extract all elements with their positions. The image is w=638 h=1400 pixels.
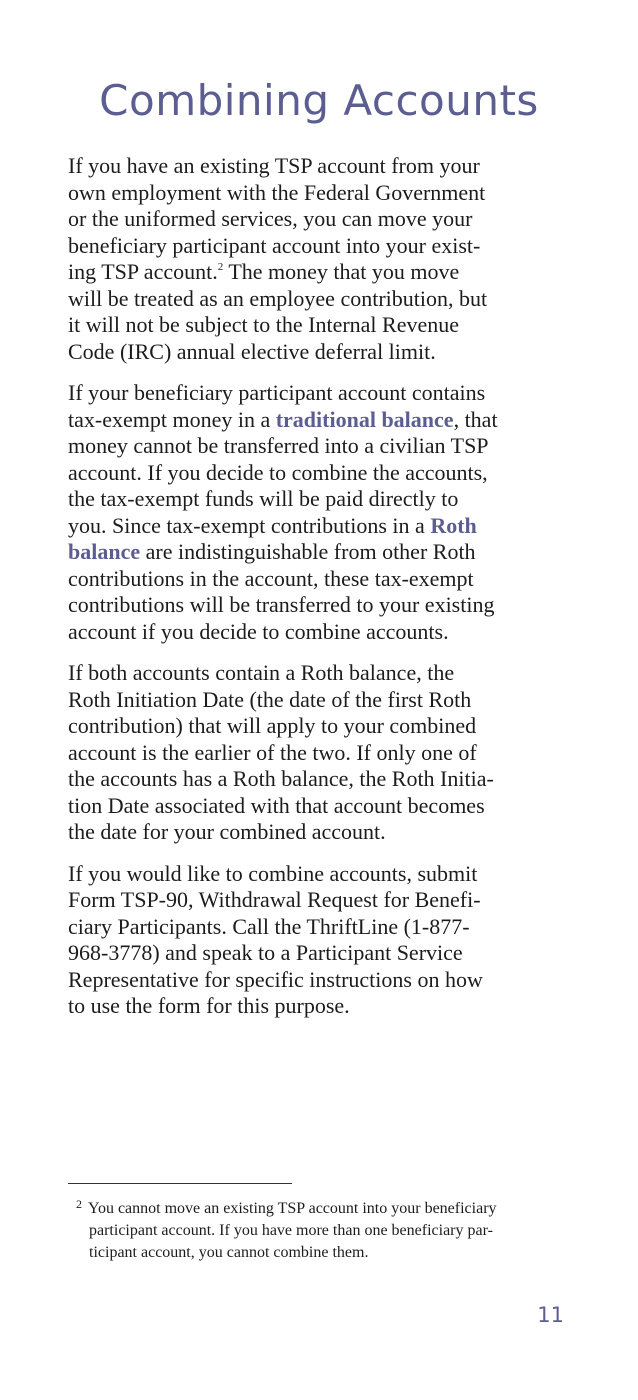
- text-line: the date for your combined account.: [68, 819, 386, 844]
- text-line: ing TSP account.$^2$ The money that you move: [68, 259, 460, 284]
- paragraph-4: [68, 861, 568, 1020]
- text-line: If you have an existing TSP account from your: [68, 153, 480, 178]
- footnote-line: participant account. If you have more than one beneficiary par-: [89, 1222, 493, 1239]
- text-line: Code (IRC) annual elective deferral limit.: [68, 338, 436, 364]
- text-line: contributions in the account, these tax-exempt: [68, 565, 474, 591]
- text-line: If your beneficiary participant account contains: [68, 380, 486, 405]
- body-text: [68, 153, 568, 1035]
- text-line: account if you decide to combine accounts.: [68, 618, 449, 644]
- text-line: account is the earlier of the two. If only one of: [68, 739, 477, 765]
- footnote-line: $^2$ You cannot move an existing TSP account into your beneficiary: [76, 1197, 497, 1217]
- text-line: to use the form for this purpose.: [68, 993, 350, 1018]
- text-line: you. Since tax-exempt contributions in a Roth: [68, 512, 477, 538]
- text-line: ciary Participants. Call the ThriftLine (1-877-: [68, 913, 470, 939]
- text-line: beneficiary participant account into your exist-: [68, 232, 481, 258]
- glossary-term: Roth: [430, 512, 477, 538]
- text-line: tion Date associated with that account becomes: [68, 792, 485, 818]
- text-line: it will not be subject to the Internal Revenue: [68, 312, 460, 337]
- text-line: or the uniformed services, you can move your: [68, 206, 473, 231]
- glossary-term: balance: [68, 539, 141, 564]
- text-line: account. If you decide to combine the accounts,: [68, 459, 488, 485]
- text-line: the tax-exempt funds will be paid directly to: [68, 486, 459, 511]
- footnote-reference: 2: [217, 261, 224, 273]
- text-line: Representative for specific instructions on how: [68, 966, 483, 992]
- text-line: balance are indistinguishable from other Roth: [68, 539, 476, 564]
- text-line: 968-3778) and speak to a Participant Service: [68, 940, 463, 965]
- footnote: [76, 1193, 576, 1264]
- text-line: tax-exempt money in a traditional balance, that: [68, 406, 498, 432]
- text-line: money cannot be transferred into a civilian TSP: [68, 433, 489, 458]
- text-line: the accounts has a Roth balance, the Roth Initia-: [68, 766, 494, 791]
- footnote-mark: 2: [76, 1197, 82, 1211]
- paragraph-3: [68, 660, 568, 846]
- page-number: 11: [537, 1303, 564, 1327]
- paragraph-1: [68, 153, 568, 365]
- footnote-line: ticipant account, you cannot combine them.: [89, 1244, 369, 1261]
- footnote-divider: [68, 1183, 292, 1184]
- text-line: Form TSP-90, Withdrawal Request for Benefi-: [68, 887, 481, 912]
- glossary-term: traditional balance: [275, 406, 454, 432]
- text-line: own employment with the Federal Government: [68, 179, 486, 205]
- text-line: contribution) that will apply to your combined: [68, 713, 477, 738]
- text-line: If both accounts contain a Roth balance, the: [68, 660, 455, 685]
- text-line: If you would like to combine accounts, submit: [68, 860, 478, 886]
- page-title: Combining Accounts: [99, 76, 539, 125]
- text-line: contributions will be transferred to your existing: [68, 592, 495, 617]
- text-line: Roth Initiation Date (the date of the first Roth: [68, 686, 472, 712]
- paragraph-2: [68, 380, 568, 645]
- text-line: will be treated as an employee contribution, but: [68, 285, 488, 311]
